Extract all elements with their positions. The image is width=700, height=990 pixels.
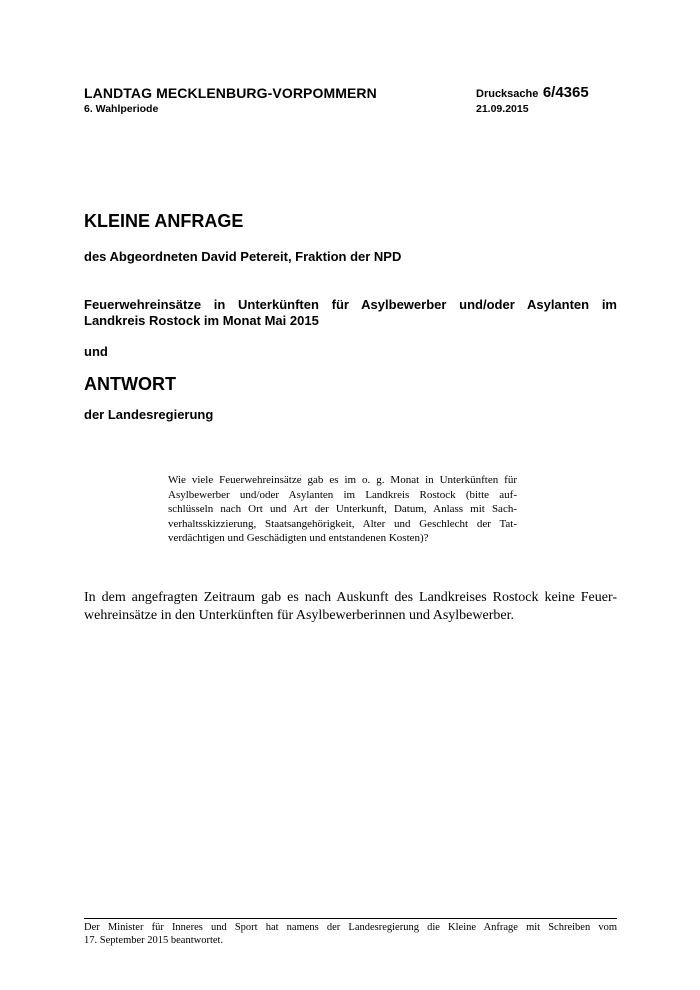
answer-heading: ANTWORT — [84, 374, 176, 394]
parliament-name: LANDTAG MECKLENBURG-VORPOMMERN — [84, 85, 377, 101]
drucksache-label: Drucksache — [476, 88, 539, 100]
answer-source: der Landesregierung — [84, 407, 214, 422]
footnote — [84, 921, 617, 947]
document-header-right — [476, 84, 589, 116]
document-date: 21.09.2015 — [476, 103, 529, 115]
question-text — [168, 473, 517, 546]
question-line: Asylbewerber und/oder Asylanten im Landkreis Rostock (bitte auf- — [168, 488, 517, 501]
answer-line: wehreinsätze in den Unterkünften für Asylbewerberinnen und Asylbewerber. — [84, 608, 514, 623]
subject-line: Feuerwehreinsätze in Unterkünften für Asylbewerber und/oder Asylanten im — [84, 297, 617, 312]
question-line: verhaltsskizzierung, Staatsangehörigkeit, Alter und Geschlecht der Tat- — [168, 517, 517, 530]
answer-line: In dem angefragten Zeitraum gab es nach Auskunft des Landkreises Rostock keine Feuer- — [84, 590, 617, 605]
inquiry-heading: KLEINE ANFRAGE — [84, 211, 244, 231]
document-header-left — [84, 85, 377, 116]
question-line: verdächtigen und Geschädigten und entstandenen Kosten)? — [168, 532, 429, 545]
question-line: schlüsseln nach Ort und Art der Unterkunft, Datum, Anlass mit Sach- — [168, 503, 517, 516]
inquiry-subject — [84, 297, 617, 328]
question-line: Wie viele Feuerwehreinsätze gab es im o. g. Monat in Unterkünften für — [168, 474, 517, 486]
footnote-line: 17. September 2015 beantwortet. — [84, 935, 224, 946]
drucksache-line — [476, 84, 589, 103]
inquiry-author: des Abgeordneten David Petereit, Fraktion der NPD — [84, 249, 402, 264]
legislative-period: 6. Wahlperiode — [84, 103, 159, 115]
footnote-divider — [84, 918, 617, 919]
footnote-line: Der Minister für Inneres und Sport hat namens der Landesregierung die Kleine Anfrage mit Schreiben vom — [84, 922, 617, 933]
connector-text: und — [84, 344, 108, 359]
answer-text — [84, 589, 617, 625]
drucksache-number: 6/4365 — [542, 84, 589, 101]
subject-line: Landkreis Rostock im Monat Mai 2015 — [84, 312, 319, 328]
